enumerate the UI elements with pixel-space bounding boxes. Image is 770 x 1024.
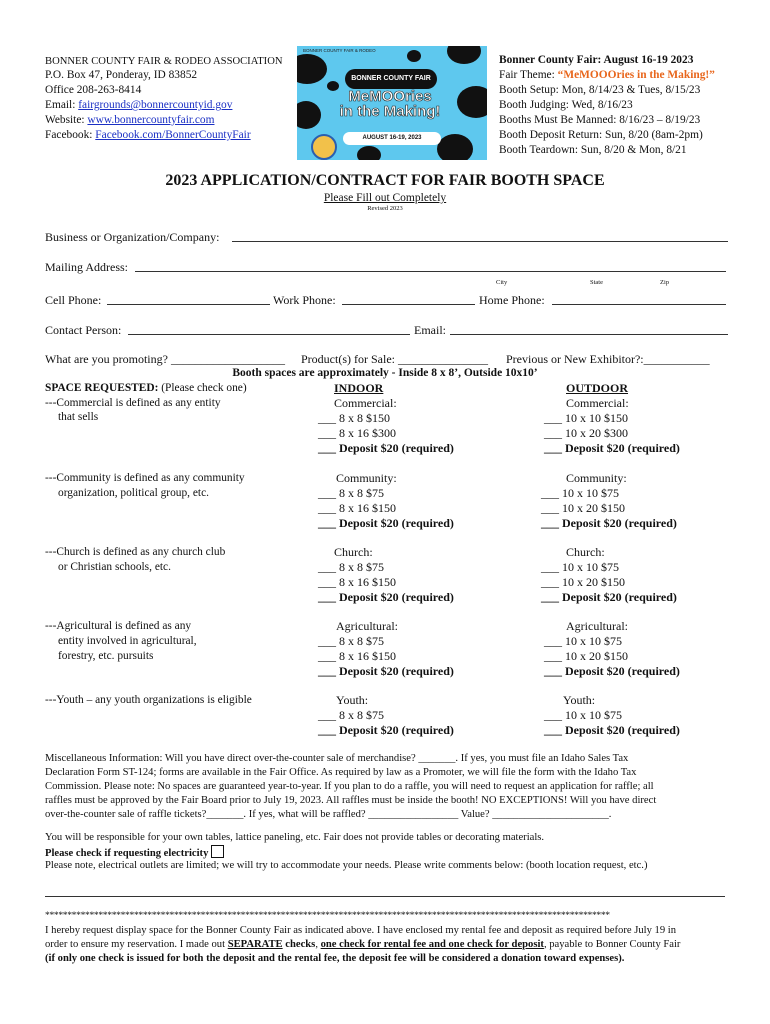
facebook-link[interactable]: Facebook.com/BonnerCountyFair bbox=[95, 129, 251, 141]
website-label: Website: bbox=[45, 114, 88, 126]
comma-text: , bbox=[315, 939, 321, 950]
work-field[interactable] bbox=[342, 304, 475, 305]
one-check-text: one check for rental fee and one check for deposit bbox=[320, 939, 544, 950]
agreement-line-2 bbox=[45, 938, 680, 953]
cell-label: Cell Phone: bbox=[45, 293, 102, 307]
logo-theme-line1: MeMOOries bbox=[348, 88, 432, 105]
org-name: BONNER COUNTY FAIR & RODEO ASSOCIATION bbox=[45, 56, 283, 67]
contact-email-label: Email: bbox=[414, 323, 446, 337]
commercial-desc: ---Commercial is defined as any entity bbox=[45, 397, 221, 409]
email-label: Email: bbox=[45, 99, 79, 111]
fair-theme-label: Fair Theme: bbox=[499, 69, 558, 81]
city-caption: City bbox=[496, 279, 508, 286]
agricultural-outdoor-head: Agricultural: bbox=[566, 619, 628, 633]
business-label: Business or Organization/Company: bbox=[45, 230, 220, 244]
church-outdoor-head: Church: bbox=[566, 545, 605, 559]
po-box: P.O. Box 47, Ponderay, ID 83852 bbox=[45, 69, 198, 81]
community-indoor-deposit[interactable]: ___ Deposit $20 (required) bbox=[318, 516, 454, 530]
form-subtitle: Please Fill out Completely bbox=[323, 192, 447, 204]
community-outdoor-head: Community: bbox=[566, 471, 627, 485]
space-requested-label: SPACE REQUESTED: bbox=[45, 382, 159, 394]
agreement-line-3: (if only one check is issued for both the deposit and the rental fee, the deposit fee will be considered a donation toward expenses). bbox=[45, 953, 625, 964]
home-field[interactable] bbox=[552, 304, 726, 305]
website-link[interactable]: www.bonnercountyfair.com bbox=[87, 114, 215, 126]
youth-outdoor-deposit[interactable]: ___ Deposit $20 (required) bbox=[544, 723, 680, 737]
stars-divider: ******************************************************************************************************************************* bbox=[45, 910, 610, 921]
commercial-desc-2: that sells bbox=[58, 411, 99, 423]
cell-field[interactable] bbox=[107, 304, 270, 305]
office-phone: Office 208-263-8414 bbox=[45, 84, 142, 96]
misc-line-1: Miscellaneous Information: Will you have direct over-the-counter sale of merchandise? _______. If yes, you must file an Idaho Sales Tax bbox=[45, 753, 629, 764]
form-title: 2023 APPLICATION/CONTRACT FOR FAIR BOOTH SPACE bbox=[165, 172, 605, 189]
church-outdoor-10x10[interactable]: ___ 10 x 10 $75 bbox=[541, 560, 619, 574]
commercial-outdoor-head: Commercial: bbox=[566, 396, 629, 410]
church-indoor-head: Church: bbox=[334, 545, 373, 559]
agricultural-desc: ---Agricultural is defined as any bbox=[45, 620, 192, 632]
church-desc: ---Church is defined as any church club bbox=[45, 546, 226, 558]
outlets-note: Please note, electrical outlets are limited; we will try to accommodate your needs. Please write comments below: (booth location request, etc.) bbox=[45, 860, 648, 871]
website-line bbox=[45, 113, 214, 128]
indoor-header: INDOOR bbox=[334, 381, 384, 395]
church-outdoor-10x20[interactable]: ___ 10 x 20 $150 bbox=[541, 575, 625, 589]
check-one-note: (Please check one) bbox=[158, 382, 247, 394]
booth-size-note: Booth spaces are approximately - Inside 8 x 8’, Outside 10x10’ bbox=[232, 367, 538, 379]
youth-outdoor-10x10[interactable]: ___ 10 x 10 $75 bbox=[544, 708, 622, 722]
exhibitor-field[interactable]: Previous or New Exhibitor?:___________ bbox=[506, 352, 710, 366]
misc-line-3: Commission. Please note: No spaces are guaranteed year-to-year. If you plan to do a raffle, you will need to request an application for raffle; all bbox=[45, 781, 654, 792]
church-indoor-8x16[interactable]: ___ 8 x 16 $150 bbox=[318, 575, 396, 589]
agricultural-outdoor-deposit[interactable]: ___ Deposit $20 (required) bbox=[544, 664, 680, 678]
booth-teardown: Booth Teardown: Sun, 8/20 & Mon, 8/21 bbox=[499, 144, 687, 156]
agricultural-desc-2: entity involved in agricultural, bbox=[58, 635, 197, 647]
fair-dates-title: Bonner County Fair: August 16-19 2023 bbox=[499, 54, 694, 66]
youth-indoor-8x8[interactable]: ___ 8 x 8 $75 bbox=[318, 708, 384, 722]
tables-note: You will be responsible for your own tables, lattice paneling, etc. Fair does not provide tables or decorating materials. bbox=[45, 832, 545, 843]
mailing-label: Mailing Address: bbox=[45, 260, 128, 274]
agreement-line-2-pre: order to ensure my reservation. I made out bbox=[45, 939, 228, 950]
work-label: Work Phone: bbox=[273, 293, 336, 307]
logo-fair-name: BONNER COUNTY FAIR bbox=[345, 69, 437, 89]
church-indoor-deposit[interactable]: ___ Deposit $20 (required) bbox=[318, 590, 454, 604]
community-desc-2: organization, political group, etc. bbox=[58, 487, 209, 499]
agricultural-indoor-deposit[interactable]: ___ Deposit $20 (required) bbox=[318, 664, 454, 678]
email-line bbox=[45, 98, 232, 113]
church-desc-2: or Christian schools, etc. bbox=[58, 561, 171, 573]
contact-email-field[interactable] bbox=[450, 334, 728, 335]
booth-judging: Booth Judging: Wed, 8/16/23 bbox=[499, 99, 633, 111]
deposit-return: Booth Deposit Return: Sun, 8/20 (8am-2pm) bbox=[499, 129, 703, 141]
logo-dates: AUGUST 16-19, 2023 bbox=[343, 132, 441, 145]
electricity-checkbox[interactable] bbox=[211, 845, 224, 858]
agricultural-indoor-head: Agricultural: bbox=[336, 619, 398, 633]
home-label: Home Phone: bbox=[479, 293, 545, 307]
zip-caption: Zip bbox=[660, 279, 670, 286]
agricultural-indoor-8x16[interactable]: ___ 8 x 16 $150 bbox=[318, 649, 396, 663]
products-field[interactable]: Product(s) for Sale: _______________ bbox=[301, 352, 488, 366]
youth-desc: ---Youth – any youth organizations is eligible bbox=[45, 694, 252, 706]
commercial-indoor-deposit[interactable]: ___ Deposit $20 (required) bbox=[318, 441, 454, 455]
fair-theme-line bbox=[499, 68, 715, 83]
misc-line-2: Declaration Form ST-124; forms are available in the Fair Office. As required by law as a Promoter, we will file the form with the Idaho Tax bbox=[45, 767, 637, 778]
youth-outdoor-head: Youth: bbox=[563, 693, 596, 707]
church-indoor-8x8[interactable]: ___ 8 x 8 $75 bbox=[318, 560, 384, 574]
agreement-line-2-post: , payable to Bonner County Fair bbox=[543, 939, 681, 950]
agricultural-outdoor-10x10[interactable]: ___ 10 x 10 $75 bbox=[544, 634, 622, 648]
fair-logo bbox=[297, 46, 487, 160]
commercial-indoor-head: Commercial: bbox=[334, 396, 397, 410]
youth-indoor-deposit[interactable]: ___ Deposit $20 (required) bbox=[318, 723, 454, 737]
community-desc: ---Community is defined as any community bbox=[45, 472, 245, 484]
community-indoor-8x16[interactable]: ___ 8 x 16 $150 bbox=[318, 501, 396, 515]
mailing-field[interactable] bbox=[135, 271, 726, 272]
agreement-line-1: I hereby request display space for the Bonner County Fair as indicated above. I have enclosed my rental fee and deposit as required before July 19 in bbox=[45, 925, 677, 936]
community-outdoor-deposit[interactable]: ___ Deposit $20 (required) bbox=[541, 516, 677, 530]
commercial-outdoor-10x20[interactable]: ___ 10 x 20 $300 bbox=[544, 426, 628, 440]
facebook-line bbox=[45, 128, 251, 143]
commercial-indoor-8x16[interactable]: ___ 8 x 16 $300 bbox=[318, 426, 396, 440]
business-field[interactable] bbox=[232, 241, 728, 242]
state-caption: State bbox=[590, 279, 603, 286]
electricity-label: Please check if requesting electricity bbox=[45, 848, 209, 859]
commercial-outdoor-deposit[interactable]: ___ Deposit $20 (required) bbox=[544, 441, 680, 455]
youth-indoor-head: Youth: bbox=[336, 693, 369, 707]
misc-line-5[interactable]: over-the-counter sale of raffle tickets?_______. If yes, what will be raffled? _________________ Value? ______________________. bbox=[45, 809, 612, 820]
facebook-label: Facebook: bbox=[45, 129, 96, 141]
checks-text: checks bbox=[282, 939, 316, 950]
separate-text: SEPARATE bbox=[227, 939, 283, 950]
community-indoor-head: Community: bbox=[336, 471, 397, 485]
church-outdoor-deposit[interactable]: ___ Deposit $20 (required) bbox=[541, 590, 677, 604]
commercial-outdoor-10x10[interactable]: ___ 10 x 10 $150 bbox=[544, 411, 628, 425]
logo-theme bbox=[325, 89, 455, 119]
contact-field[interactable] bbox=[128, 334, 410, 335]
booth-manned: Booths Must Be Manned: 8/16/23 – 8/19/23 bbox=[499, 114, 701, 126]
contact-label: Contact Person: bbox=[45, 323, 122, 337]
community-outdoor-10x20[interactable]: ___ 10 x 20 $150 bbox=[541, 501, 625, 515]
logo-badge bbox=[311, 134, 337, 160]
comments-field[interactable] bbox=[45, 896, 725, 897]
revised-note: Revised 2023 bbox=[367, 205, 403, 212]
logo-theme-line2: in the Making! bbox=[339, 103, 441, 120]
agricultural-indoor-8x8[interactable]: ___ 8 x 8 $75 bbox=[318, 634, 384, 648]
community-indoor-8x8[interactable]: ___ 8 x 8 $75 bbox=[318, 486, 384, 500]
space-requested bbox=[45, 381, 247, 396]
booth-setup: Booth Setup: Mon, 8/14/23 & Tues, 8/15/23 bbox=[499, 84, 701, 96]
agricultural-outdoor-10x20[interactable]: ___ 10 x 20 $150 bbox=[544, 649, 628, 663]
logo-small-text: BONNER COUNTY FAIR & RODEO bbox=[303, 48, 376, 53]
promoting-field[interactable]: What are you promoting? ___________________ bbox=[45, 352, 285, 366]
fair-theme: “MeMOOOries in the Making!” bbox=[557, 69, 715, 81]
agricultural-desc-3: forestry, etc. pursuits bbox=[58, 650, 154, 662]
commercial-indoor-8x8[interactable]: ___ 8 x 8 $150 bbox=[318, 411, 390, 425]
outdoor-header: OUTDOOR bbox=[566, 381, 629, 395]
misc-line-4: raffles must be approved by the Fair Board prior to July 19, 2023. All raffles must be inside the booth! NO EXCEPTIONS! Will you have direct bbox=[45, 795, 657, 806]
community-outdoor-10x10[interactable]: ___ 10 x 10 $75 bbox=[541, 486, 619, 500]
email-link[interactable]: fairgrounds@bonnercountyid.gov bbox=[78, 99, 233, 111]
